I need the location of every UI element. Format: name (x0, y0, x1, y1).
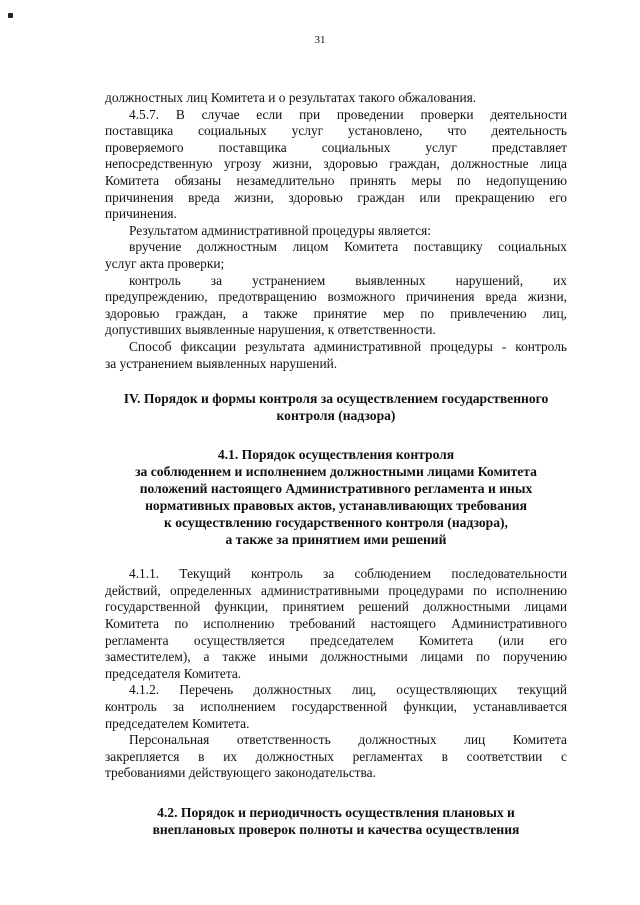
text-line: 4.1.2. Перечень должностных лиц, осуществляющих текущий (129, 682, 567, 698)
text-line: заместителем), а также иными должностными лицами по поручению (105, 649, 567, 665)
section-heading-iv (105, 391, 567, 424)
text-line: причинения вреда жизни, здоровью граждан или прекращению его (105, 189, 567, 205)
text-line: здоровью граждан, а также принятие мер по привлечению лиц, (105, 305, 567, 321)
text-line: причинения. (105, 206, 177, 222)
text-line: требованиями действующего законодательства. (105, 765, 376, 781)
text-line: 4.1.1. Текущий контроль за соблюдением последовательности (129, 566, 567, 582)
text-line: услуг акта проверки; (105, 255, 225, 271)
paragraph-4-1-2 (105, 682, 567, 732)
heading-line: а также за принятием ими решений (225, 532, 447, 548)
text-line: проверяемого поставщика социальных услуг представляет (105, 139, 567, 155)
heading-line: контроля (надзора) (276, 407, 396, 423)
text-line: допустивших выявленные нарушения, к ответственности. (105, 322, 436, 338)
text-line: Комитета по исполнению требований настоящего Административного (105, 616, 567, 632)
text-line: закрепляется в их должностных регламентах в соответствии с (105, 748, 567, 764)
text-line: Персональная ответственность должностных лиц Комитета (129, 732, 567, 748)
heading-line: к осуществлению государственного контроля (надзора), (164, 515, 508, 531)
text-line: действий, определенных административными процедурами по исполнению (105, 582, 567, 598)
heading-line: IV. Порядок и формы контроля за осуществлением государственного (123, 391, 549, 407)
text-line: должностных лиц Комитета и о результатах такого обжалования. (105, 90, 477, 105)
text-line: Комитета обязаны незамедлительно принять меры по недопущению (105, 172, 567, 188)
text-line: председателя Комитета. (105, 665, 242, 681)
text-line: Способ фиксации результата административной процедуры - контроль (129, 338, 567, 354)
heading-line: 4.2. Порядок и периодичность осуществления плановых и (157, 805, 515, 820)
text-line: регламента осуществляется председателем Комитета (или его (105, 632, 567, 648)
heading-line: 4.1. Порядок осуществления контроля (217, 447, 455, 463)
page-number: 31 (314, 34, 326, 46)
text-line: 4.5.7. В случае если при проведении проверки деятельности (129, 106, 567, 122)
subsection-heading-4-2 (105, 804, 567, 838)
document-body (105, 90, 567, 838)
scan-mark (8, 13, 13, 18)
text-line: председателем Комитета. (105, 715, 250, 731)
text-line: предупреждению, предотвращению возможного причинения вреда жизни, (105, 289, 567, 305)
text-line: контроль за исполнением государственной функции, устанавливается (105, 699, 567, 715)
text-line: вручение должностным лицом Комитета поставщику социальных (129, 239, 567, 255)
heading-line: положений настоящего Административного регламента и иных (139, 481, 533, 497)
heading-line: за соблюдением и исполнением должностными лицами Комитета (135, 464, 537, 480)
text-line: государственной функции, принятием решений должностными лицами (105, 599, 567, 615)
heading-line: нормативных правовых актов, устанавливающих требования (145, 498, 527, 514)
heading-line: внеплановых проверок полноты и качества осуществления (152, 822, 520, 837)
text-line: Результатом административной процедуры является: (129, 222, 431, 238)
text-line: непосредственную угрозу жизни, здоровью граждан, должностные лица (105, 156, 567, 172)
subsection-heading-4-1 (105, 446, 567, 548)
paragraph-responsibility (105, 732, 567, 782)
text-line: контроль за устранением выявленных нарушений, их (129, 272, 567, 288)
text-line: поставщика социальных услуг установлено, что деятельность (105, 123, 567, 139)
paragraph-4-1-1 (105, 566, 567, 682)
text-line: за устранением выявленных нарушений. (105, 355, 338, 371)
